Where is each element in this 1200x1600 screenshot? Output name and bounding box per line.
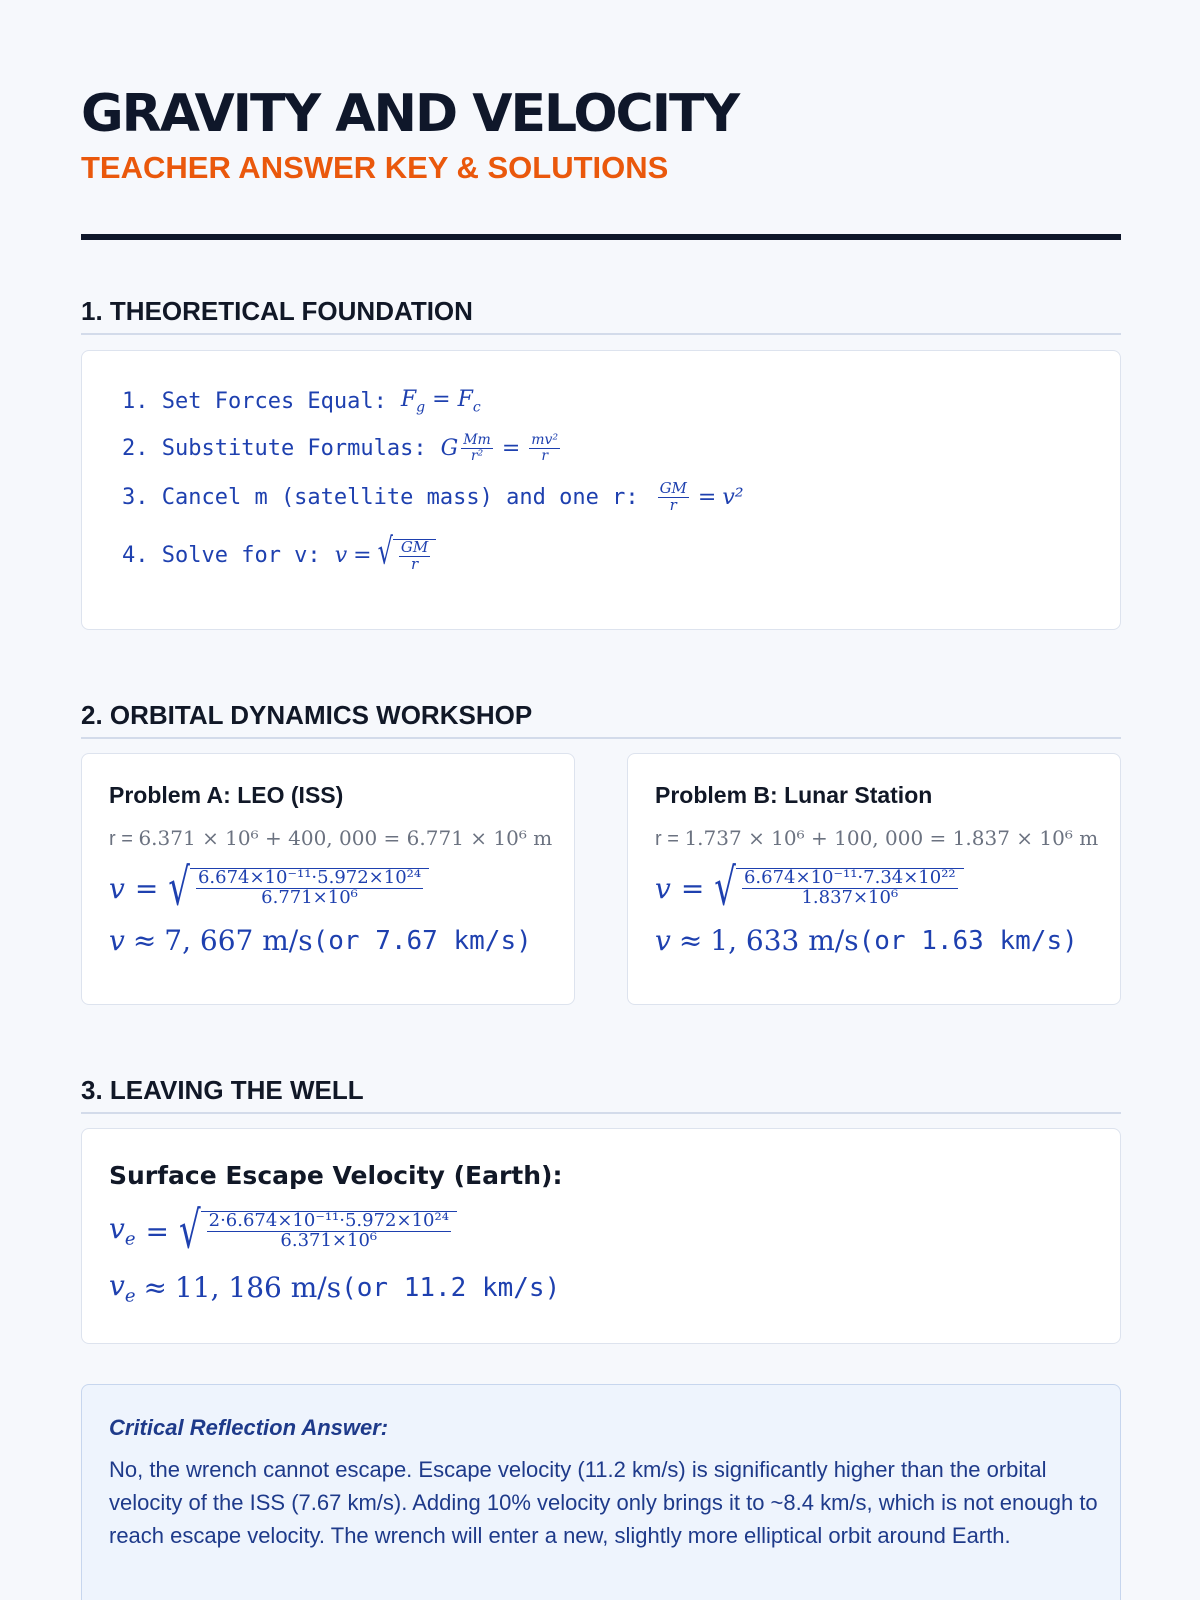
escape-card-title: Surface Escape Velocity (Earth): bbox=[109, 1161, 563, 1190]
derivation-step-2 bbox=[122, 433, 563, 463]
derivation-step-1 bbox=[122, 387, 481, 415]
step-math: G $\frac{Mm}{\text{r²}}$ = $\frac{\text{mv²}}{r}$ bbox=[440, 432, 559, 464]
section-heading-theory: 1. THEORETICAL FOUNDATION bbox=[81, 296, 1121, 335]
problem-b-radius: r = 1.737 × 10⁶ + 100, 000 = 1.837 × 10⁶ m bbox=[655, 826, 1099, 850]
reflection-title: Critical Reflection Answer: bbox=[109, 1415, 389, 1440]
section-heading-escape: 3. LEAVING THE WELL bbox=[81, 1075, 1121, 1114]
derivation-step-4 bbox=[122, 530, 436, 573]
header-divider bbox=[81, 234, 1121, 240]
derivation-card bbox=[81, 350, 1121, 630]
step-label: 4. Solve for v: bbox=[122, 543, 321, 569]
step-label: 3. Cancel m (satellite mass) and one r: bbox=[122, 484, 639, 510]
step-label: 2. Substitute Formulas: bbox=[122, 435, 427, 461]
problem-a-card bbox=[81, 753, 575, 1005]
reflection-callout bbox=[81, 1384, 1121, 1600]
step-math: $F_g = F_c$ bbox=[400, 387, 481, 416]
escape-velocity-card bbox=[81, 1128, 1121, 1344]
step-math: v = √ $\frac{GM}{r}$ bbox=[335, 539, 437, 573]
step-math: $\frac{GM}{r}$ = v² bbox=[659, 479, 744, 514]
problem-b-title: Problem B: Lunar Station bbox=[655, 782, 933, 808]
problem-b-formula: v = √ $\frac{\text{6.674×10⁻¹¹·7.34×10²²}}{\text{1.837×10⁶}}$ bbox=[655, 868, 964, 908]
derivation-step-3 bbox=[122, 481, 744, 514]
problem-a-formula: v = √ $\frac{\text{6.674×10⁻¹¹·5.972×10²⁴}}{\text{6.771×10⁶}}$ bbox=[109, 868, 429, 908]
reflection-text: No, the wrench cannot escape. Escape velocity (11.2 km/s) is significantly higher than the orbital velocity of the ISS (7.67 km/s). Adding 10% velocity only brings it to ~8.4 km/s, which is not enough to reach escape velocity. The wrench will enter a new, slightly more elliptical orbit around Earth. bbox=[109, 1457, 1098, 1548]
problem-b-card bbox=[627, 753, 1121, 1005]
escape-result: $v_e$ ≈ 11, 186 m/s (or 11.2 km/s) bbox=[109, 1269, 561, 1307]
step-label: 1. Set Forces Equal: bbox=[122, 388, 387, 414]
page-subtitle: TEACHER ANSWER KEY & SOLUTIONS bbox=[81, 150, 669, 185]
page-title: GRAVITY AND VELOCITY bbox=[81, 84, 739, 144]
problem-a-title: Problem A: LEO (ISS) bbox=[109, 782, 344, 808]
problem-a-radius: r = 6.371 × 10⁶ + 400, 000 = 6.771 × 10⁶ m bbox=[109, 826, 553, 850]
escape-formula: $v_e$ = √ $\frac{\text{2·6.674×10⁻¹¹·5.972×10²⁴}}{\text{6.371×10⁶}}$ bbox=[109, 1211, 457, 1251]
section-heading-orbital: 2. ORBITAL DYNAMICS WORKSHOP bbox=[81, 700, 1121, 739]
problem-b-result: v ≈ 1, 633 m/s (or 1.63 km/s) bbox=[655, 924, 1078, 957]
problem-a-result: v ≈ 7, 667 m/s (or 7.67 km/s) bbox=[109, 924, 532, 957]
